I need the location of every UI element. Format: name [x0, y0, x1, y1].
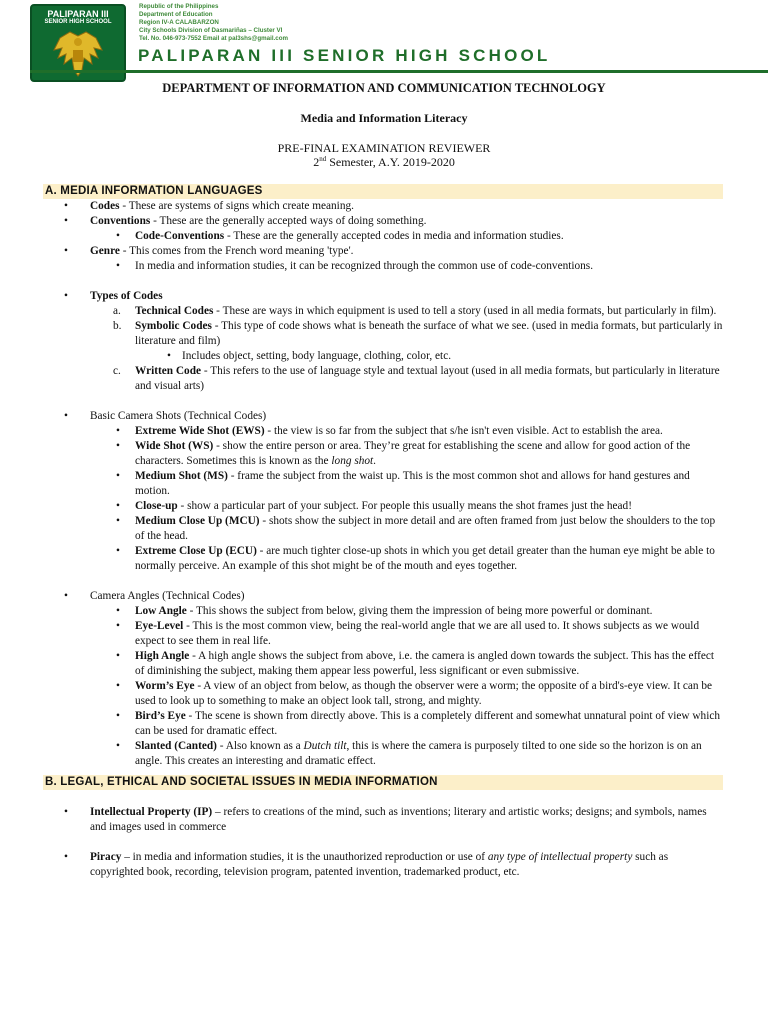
- italic-term: any type of intellectual property: [487, 851, 633, 863]
- term: Piracy: [90, 851, 122, 863]
- definition: - show a particular part of your subject. For people this usually means the shot frames just the head!: [177, 500, 632, 512]
- term: Code-Conventions: [135, 230, 225, 242]
- definition: - show the entire person or area. They’re great for establishing the scene and allow for good action of the characters. Sometimes this is known as the: [135, 440, 691, 467]
- list-item: c. Written Code - This refers to the use of language style and textual layout (used in all media formats, but particularly in literature and visual arts): [113, 365, 720, 392]
- list-item: • Camera Angles (Technical Codes): [64, 590, 245, 602]
- term: Low Angle: [135, 605, 187, 617]
- list-item: • Worm’s Eye - A view of an object from below, as though the observer were a worm; the opposite of a bird's-eye view. It can be used to look up to something to make an object look tall, strong, and mighty.: [116, 680, 713, 707]
- definition: - These are systems of signs which create meaning.: [119, 200, 354, 212]
- list-item: • Close-up - show a particular part of your subject. For people this usually means the shot frames just the head!: [116, 500, 632, 512]
- logo-line2: SENIOR HIGH SCHOOL: [44, 19, 112, 25]
- definition: - This refers to the use of language style and textual layout (used in all media formats, but particularly in literature and visual arts): [135, 365, 720, 392]
- italic-term: Dutch tilt: [303, 740, 347, 752]
- camera-angles-list: [43, 589, 723, 769]
- term: Extreme Close Up (ECU): [135, 545, 257, 557]
- section-b-list: [43, 805, 723, 835]
- list-item: • In media and information studies, it can be recognized through the common use of code-conventions.: [116, 260, 594, 272]
- school-name: PALIPARAN III SENIOR HIGH SCHOOL: [138, 46, 551, 65]
- definition: - These are the generally accepted ways of doing something.: [150, 215, 427, 227]
- list-item: • Wide Shot (WS) - show the entire person or area. They’re great for establishing the scene and allow for good action of the characters. Sometimes this is known as the long shot.: [116, 440, 691, 467]
- list-item: • Medium Shot (MS) - frame the subject from the waist up. This is the most common shot and allows for hand gestures and motion.: [116, 470, 690, 497]
- list-item: • Bird’s Eye - The scene is shown from directly above. This is a completely different and somewhat unnatural point of view which can be used for dramatic effect.: [116, 710, 721, 737]
- logo-text: [32, 9, 124, 26]
- term: Worm’s Eye: [135, 680, 195, 692]
- list-item: • Intellectual Property (IP) – refers to creations of the mind, such as inventions; literary and artistic works; designs; and symbols, names and images used in commerce: [64, 806, 707, 833]
- header-divider: [30, 70, 768, 73]
- term: High Angle: [135, 650, 190, 662]
- info-line: Tel. No. 046-973-7552 Email at pal3shs@gmail.com: [139, 35, 288, 42]
- definition: - These are the generally accepted codes in media and information studies.: [224, 230, 564, 242]
- list-item: • Code-Conventions - These are the generally accepted codes in media and information studies.: [116, 230, 564, 242]
- list-item: • Piracy – in media and information studies, it is the unauthorized reproduction or use of any type of intellectual property such as copyrighted book, recording, television program, patented invention, trademarked product, etc.: [64, 851, 669, 878]
- types-of-codes-list: [43, 289, 723, 394]
- definition: - shots show the subject in more detail and are often framed from just below the shoulders to the top of the head.: [135, 515, 716, 542]
- list-item: • High Angle - A high angle shows the subject from above, i.e. the camera is angled down towards the subject. This has the effect of diminishing the subject, making them appear less powerful, less significant or even submissive.: [116, 650, 715, 677]
- term: Conventions: [90, 215, 151, 227]
- camera-shots-list: [43, 409, 723, 574]
- definition: - The scene is shown from directly above. This is a completely different and somewhat unnatural point of view which can be used for dramatic effect.: [135, 710, 721, 737]
- info-line: Department of Education: [139, 11, 213, 18]
- term: Genre: [90, 245, 120, 257]
- term: Written Code: [135, 365, 201, 377]
- definition: - the view is so far from the subject that s/he isn't even visible. Act to establish the area.: [264, 425, 663, 437]
- heading: Basic Camera Shots: [90, 410, 181, 422]
- logo-line1: PALIPARAN III: [47, 9, 109, 19]
- italic-term: long shot: [331, 455, 374, 467]
- list-item: • Codes - These are systems of signs which create meaning.: [64, 200, 354, 212]
- term: Slanted (Canted): [135, 740, 217, 752]
- semester-suffix: nd: [319, 155, 327, 163]
- definition: - are much tighter close-up shots in which you get detail greater than the human eye might be able to normally perceive. An example of this shot might be of the mouth and eyes together.: [135, 545, 715, 572]
- section-a-list: [43, 199, 723, 274]
- definition: In media and information studies, it can be recognized through the common use of code-conventions.: [135, 260, 594, 272]
- list-item: • Types of Codes: [64, 290, 163, 302]
- reviewer-content: [43, 184, 723, 880]
- section-b-title: B. LEGAL, ETHICAL AND SOCIETAL ISSUES IN MEDIA INFORMATION: [43, 775, 723, 790]
- list-item: • Medium Close Up (MCU) - shots show the subject in more detail and are often framed from just below the shoulders to the top of the head.: [116, 515, 716, 542]
- heading-note: (Technical Codes): [181, 410, 267, 422]
- definition: - This shows the subject from below, giving them the impression of being more powerful or dominant.: [186, 605, 653, 617]
- list-item: • Slanted (Canted) - Also known as a Dutch tilt, this is where the camera is purposely tilted to one side so the horizon is on an angle. This creates an interesting and dramatic effect.: [116, 740, 702, 767]
- term: Intellectual Property (IP): [90, 806, 213, 818]
- definition: - This type of code shows what is beneath the surface of what we see. (used in media formats, but particularly in literature and film): [135, 320, 723, 347]
- term: Eye-Level: [135, 620, 184, 632]
- info-line: Republic of the Philippines: [139, 3, 219, 10]
- definition: - A high angle shows the subject from above, i.e. the camera is angled down towards the subject. This has the effect of diminishing the subject, making them appear less powerful, less significant or even submissive.: [135, 650, 715, 677]
- term: Symbolic Codes: [135, 320, 212, 332]
- list-item: • Genre - This comes from the French word meaning 'type'.: [64, 245, 354, 257]
- heading: Camera Angles: [90, 590, 160, 602]
- definition: Includes object, setting, body language, clothing, color, etc.: [182, 350, 452, 362]
- exam-title: PRE-FINAL EXAMINATION REVIEWER: [277, 141, 491, 155]
- term: Extreme Wide Shot (EWS): [135, 425, 265, 437]
- list-item: • Extreme Close Up (ECU) - are much tighter close-up shots in which you get detail greater than the human eye might be able to normally perceive. An example of this shot might be of the mouth and eyes together.: [116, 545, 715, 572]
- heading-note: (Technical Codes): [159, 590, 245, 602]
- term: Bird’s Eye: [135, 710, 186, 722]
- definition: - frame the subject from the waist up. This is the most common shot and allows for hand gestures and motion.: [135, 470, 690, 497]
- definition: – in media and information studies, it is the unauthorized reproduction or use of: [121, 851, 488, 863]
- info-line: City Schools Division of Dasmariñas – Cluster VI: [139, 27, 283, 34]
- definition: - These are ways in which equipment is used to tell a story (used in all media formats, but particularly in film).: [213, 305, 717, 317]
- section-a-title: A. MEDIA INFORMATION LANGUAGES: [43, 184, 723, 199]
- list-item: • Extreme Wide Shot (EWS) - the view is so far from the subject that s/he isn't even visible. Act to establish the area.: [116, 425, 663, 437]
- semester-rest: Semester, A.Y. 2019-2020: [326, 155, 455, 169]
- term: Medium Close Up (MCU): [135, 515, 260, 527]
- list-item: • Eye-Level - This is the most common view, being the real-world angle that we are all used to. It shows subjects as we would expect to see them in real life.: [116, 620, 700, 647]
- definition: - Also known as a: [216, 740, 304, 752]
- letterhead-info: [139, 3, 288, 43]
- term: Technical Codes: [135, 305, 214, 317]
- term: Medium Shot (MS): [135, 470, 228, 482]
- term: Wide Shot (WS): [135, 440, 214, 452]
- list-item: • Includes object, setting, body language, clothing, color, etc.: [167, 350, 452, 362]
- subject-title: Media and Information Literacy: [300, 111, 468, 125]
- section-b-list-2: [43, 850, 723, 880]
- list-item: • Conventions - These are the generally accepted ways of doing something.: [64, 215, 427, 227]
- semester-line: [0, 155, 768, 170]
- info-line: Region IV-A CALABARZON: [139, 19, 219, 26]
- definition: - A view of an object from below, as though the observer were a worm; the opposite of a bird's-eye view. It can be used to look up to something to make an object look tall, strong, and mighty.: [135, 680, 713, 707]
- definition: - This is the most common view, being the real-world angle that we are all used to. It shows subjects as we would expect to see them in real life.: [135, 620, 700, 647]
- definition: – refers to creations of the mind, such as inventions; literary and artistic works; designs; and symbols, names and images used in commerce: [90, 806, 707, 833]
- term: Codes: [90, 200, 120, 212]
- list-item: b. Symbolic Codes - This type of code shows what is beneath the surface of what we see. (used in media formats, but particularly in literature and film): [113, 320, 723, 347]
- list-item: • Low Angle - This shows the subject from below, giving them the impression of being more powerful or dominant.: [116, 605, 653, 617]
- list-item: • Basic Camera Shots (Technical Codes): [64, 410, 267, 422]
- list-item: a. Technical Codes - These are ways in which equipment is used to tell a story (used in all media formats, but particularly in film).: [113, 305, 717, 317]
- semester-number: 2: [313, 155, 320, 169]
- heading: Types of Codes: [90, 290, 163, 302]
- department-title: DEPARTMENT OF INFORMATION AND COMMUNICATION TECHNOLOGY: [162, 81, 606, 95]
- definition: - This comes from the French word meaning 'type'.: [119, 245, 354, 257]
- term: Close-up: [135, 500, 178, 512]
